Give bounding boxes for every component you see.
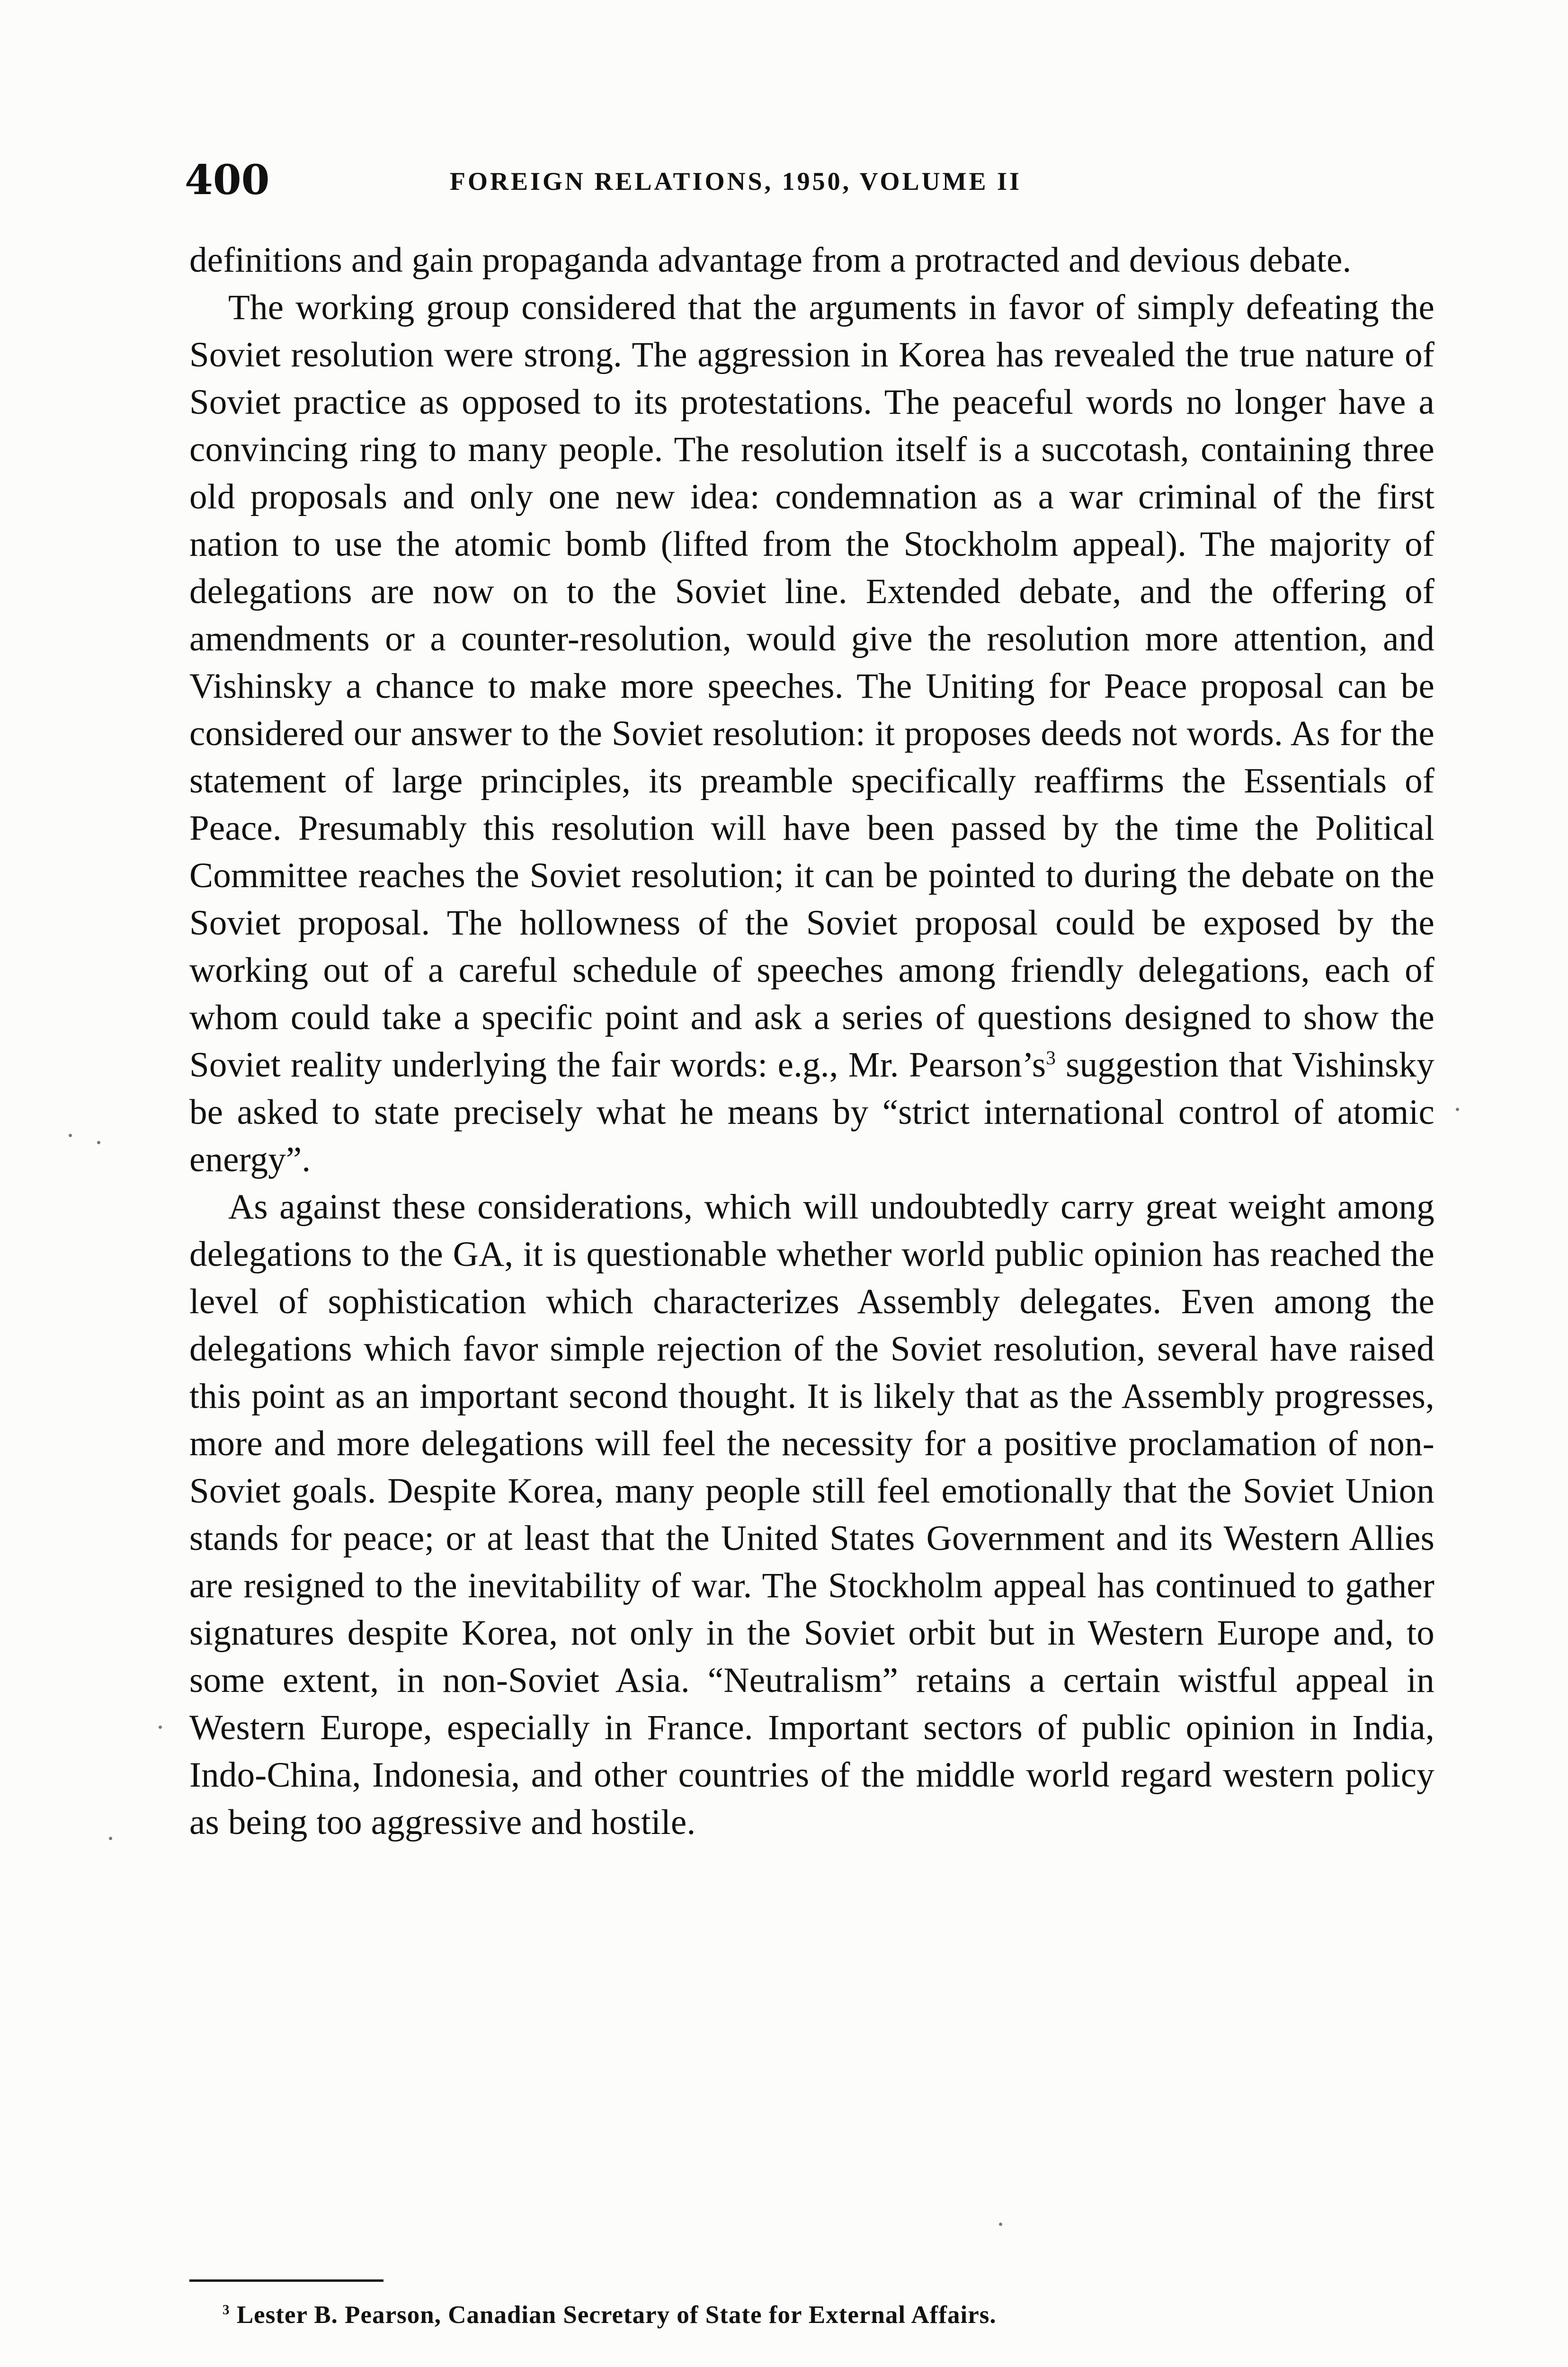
footnote-text: Lester B. Pearson, Canadian Secretary of State for External Affairs. [236,2301,997,2329]
paragraph-3-text: As against these considerations, which will undoubtedly carry great weight among delegations to the GA, it is questionable whether world public opinion has reached the level of sophistication which characterizes Assembly delegates. Even among the delegations which favor simple rejection of the Soviet resolution, several have raised this point as an important second thought. It is likely that as the Assembly progresses, more and more delegations will feel the necessity for a positive proclamation of non-Soviet goals. Despite Korea, many people still feel emotionally that the Soviet Union stands for peace; or at least that the United States Government and its Western Allies are resigned to the inevitability of war. The Stockholm appeal has continued to gather signatures despite Korea, not only in the Soviet orbit but in Western Europe and, to some extent, in non-Soviet Asia. “Neutralism” retains a certain wistful appeal in Western Europe, especially in France. Important sectors of public opinion in India, Indo-China, Indonesia, and other countries of the middle world regard western policy as being too aggressive and hostile. [189,1187,1434,1842]
scan-speck [97,1141,100,1144]
footnote-divider [189,2279,383,2282]
running-head: FOREIGN RELATIONS, 1950, VOLUME II [450,167,1022,196]
scan-speck [159,1726,162,1729]
paragraph-considerations [189,1184,1434,1846]
paragraph-working-group [189,284,1434,1184]
scan-speck [1456,1108,1459,1111]
scan-speck [109,1837,112,1840]
scan-speck [69,1134,72,1137]
footnote-reference[interactable]: 3 [1046,1047,1056,1068]
footnote-marker: 3 [223,2302,230,2318]
page-header [185,156,1435,213]
body-text [189,237,1434,1846]
paragraph-2-text: The working group considered that the arguments in favor of simply defeating the Soviet resolution were strong. The aggression in Korea has revealed the true nature of Soviet practice as opposed to its protestations. The peaceful words no longer have a convincing ring to many people. The resolution itself is a succotash, containing three old proposals and only one new idea: condemnation as a war criminal of the first nation to use the atomic bomb (lifted from the Stockholm appeal). The majority of delegations are now on to the Soviet line. Extended debate, and the offering of amendments or a counter-resolution, would give the resolution more attention, and Vishinsky a chance to make more speeches. The Uniting for Peace proposal can be considered our answer to the Soviet resolution: it proposes deeds not words. As for the statement of large principles, its preamble specifically reaffirms the Essentials of Peace. Presumably this resolution will have been passed by the time the Political Committee reaches the Soviet resolution; it can be pointed to during the debate on the Soviet proposal. The hollowness of the Soviet proposal could be exposed by the working out of a careful schedule of speeches among friendly delegations, each of whom could take a specific point and ask a series of questions designed to show the Soviet reality underlying the fair words: e.g., Mr. Pearson’s [189,288,1434,1085]
paragraph-continued [189,237,1434,284]
paragraph-2-text-continued: suggestion that Vishinsky be asked to state precisely what he means by “strict international control of atomic energy”. [189,1045,1434,1179]
scan-speck [999,2223,1002,2226]
paragraph-1-text: definitions and gain propaganda advantage from a protracted and devious debate. [189,240,1352,280]
footnote [223,2298,1406,2331]
page-number: 400 [185,156,270,204]
